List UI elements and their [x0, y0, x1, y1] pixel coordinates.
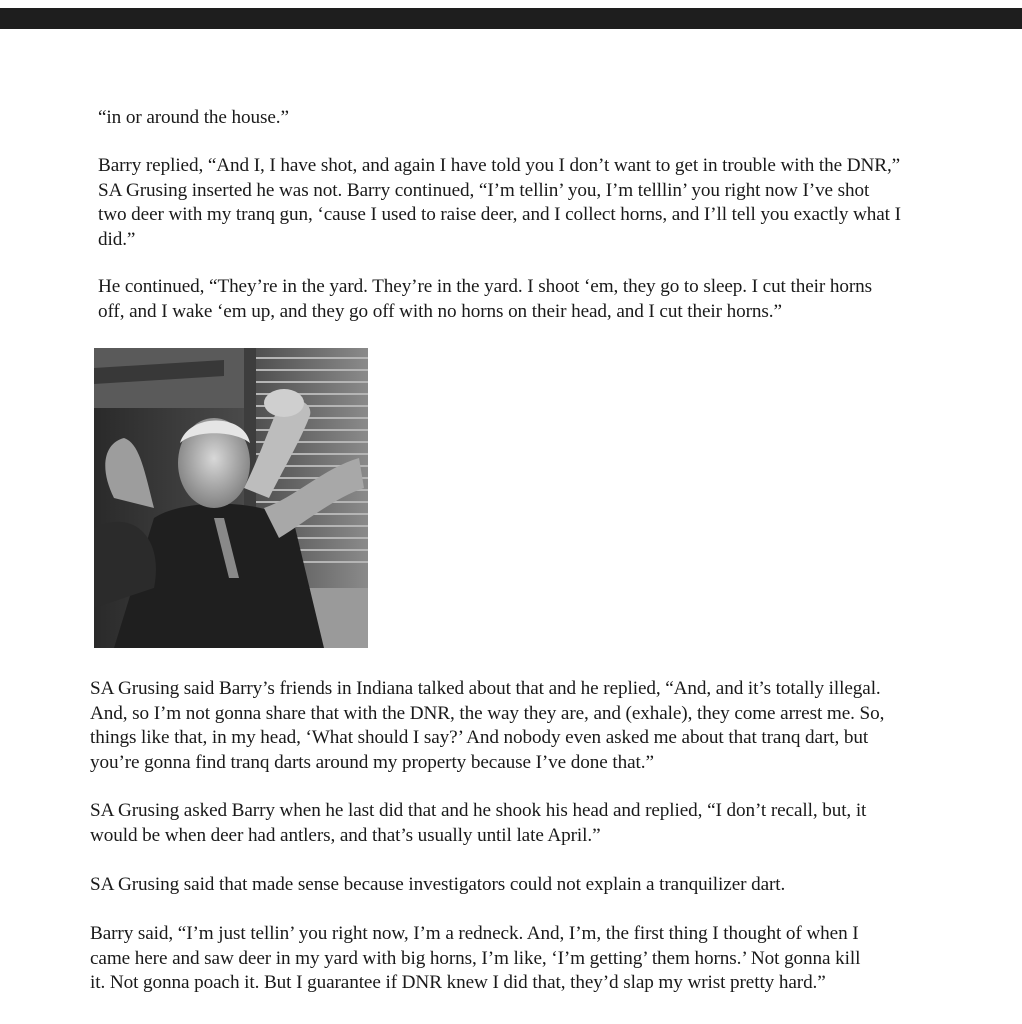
paragraph-1: “in or around the house.”	[98, 107, 289, 128]
paragraph-6: SA Grusing said that made sense because investigators could not explain a tranquilizer dart.	[90, 874, 786, 895]
top-bar	[0, 8, 1022, 29]
paragraph-4: SA Grusing said Barry’s friends in Indiana talked about that and he replied, “And, and it’s totally illegal. And, so I’m not gonna share that with the DNR, the way they are, and (exhale), they come arrest me. So, things like that, in my head, ‘What should I say?’ And nobody even asked me about that tranq dart, but you’re gonna find tranq darts around my property because I’ve done that.”	[90, 678, 885, 773]
paragraph-3: He continued, “They’re in the yard. They’re in the yard. I shoot ‘em, they go to sleep. I cut their horns off, and I wake ‘em up, and they go off with no horns on their head, and I cut their horns.”	[98, 276, 872, 322]
paragraph-5: SA Grusing asked Barry when he last did that and he shook his head and replied, “I don’t recall, but, it would be when deer had antlers, and that’s usually until late April.”	[90, 800, 867, 846]
interview-photo	[94, 348, 368, 648]
paragraph-7: Barry said, “I’m just tellin’ you right now, I’m a redneck. And, I’m, the first thing I thought of when I came here and saw deer in my yard with big horns, I’m like, ‘I’m getting’ them horns.’ Not gonna kill it. Not gonna poach it. But I guarantee if DNR knew I did that, they’d slap my wrist pretty hard.”	[90, 923, 861, 993]
paragraph-2: Barry replied, “And I, I have shot, and again I have told you I don’t want to get in trouble with the DNR,” SA Grusing inserted he was not. Barry continued, “I’m tellin’ you, I’m telllin’ you right now I’ve shot two deer with my tranq gun, ‘cause I used to raise deer, and I collect horns, and I’ll tell you exactly what I did.”	[98, 155, 901, 250]
